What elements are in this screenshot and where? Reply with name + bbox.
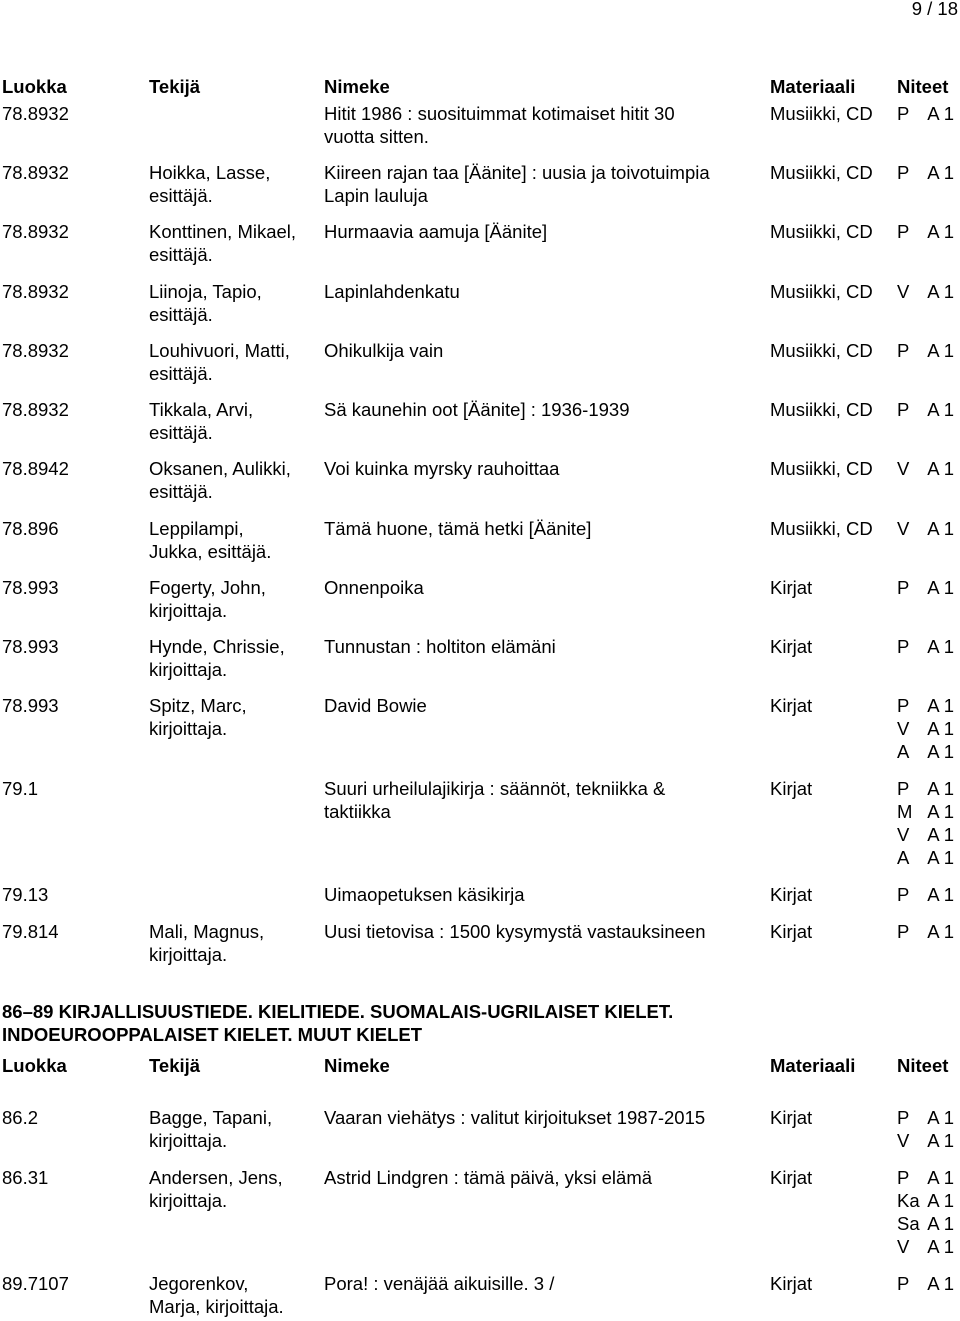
row-luokka: 79.814 xyxy=(2,921,59,942)
row-luokka: 78.8932 xyxy=(2,103,69,124)
row-tekija: esittäjä. xyxy=(149,185,213,206)
niteet-count: A 1 xyxy=(927,1107,954,1128)
row-materiaali: Musiikki, CD xyxy=(770,103,873,124)
page-number: 9 / 18 xyxy=(911,0,958,19)
row-materiaali: Musiikki, CD xyxy=(770,458,873,479)
niteet-count: A 1 xyxy=(927,103,954,124)
row-tekija: esittäjä. xyxy=(149,304,213,325)
row-materiaali: Musiikki, CD xyxy=(770,281,873,302)
row-tekija: Bagge, Tapani, xyxy=(149,1107,273,1128)
niteet-code: P xyxy=(897,636,910,657)
row-nimeke: taktiikka xyxy=(324,801,391,822)
row-materiaali: Kirjat xyxy=(770,1107,813,1128)
row-materiaali: Musiikki, CD xyxy=(770,518,873,539)
row-nimeke: Onnenpoika xyxy=(324,577,424,598)
row-nimeke: David Bowie xyxy=(324,695,427,716)
row-luokka: 78.8932 xyxy=(2,162,69,183)
header-nimeke: Nimeke xyxy=(324,76,390,97)
row-luokka: 78.896 xyxy=(2,518,59,539)
row-luokka: 79.13 xyxy=(2,884,49,905)
row-nimeke: Vaaran viehätys : valitut kirjoitukset 1987-2015 xyxy=(324,1107,706,1128)
row-tekija: Hoikka, Lasse, xyxy=(149,162,271,183)
section-heading: INDOEUROOPPALAISET KIELET. MUUT KIELET xyxy=(2,1024,423,1045)
row-tekija: kirjoittaja. xyxy=(149,1130,228,1151)
row-tekija: Mali, Magnus, xyxy=(149,921,265,942)
niteet-count: A 1 xyxy=(927,577,954,598)
header-luokka: Luokka xyxy=(2,76,67,97)
row-luokka: 78.8932 xyxy=(2,399,69,420)
row-materiaali: Musiikki, CD xyxy=(770,399,873,420)
niteet-count: A 1 xyxy=(927,162,954,183)
niteet-code: A xyxy=(897,741,910,762)
row-tekija: esittäjä. xyxy=(149,244,213,265)
header-materiaali: Materiaali xyxy=(770,1055,856,1076)
row-tekija: Jegorenkov, xyxy=(149,1273,249,1294)
niteet-code: P xyxy=(897,778,910,799)
row-tekija: Liinoja, Tapio, xyxy=(149,281,262,302)
niteet-count: A 1 xyxy=(927,636,954,657)
row-nimeke: Astrid Lindgren : tämä päivä, yksi elämä xyxy=(324,1167,653,1188)
niteet-code: P xyxy=(897,340,910,361)
row-tekija: kirjoittaja. xyxy=(149,944,228,965)
niteet-count: A 1 xyxy=(927,1190,954,1211)
row-nimeke: Lapinlahdenkatu xyxy=(324,281,460,302)
niteet-code: P xyxy=(897,1273,910,1294)
row-tekija: kirjoittaja. xyxy=(149,1190,228,1211)
row-materiaali: Musiikki, CD xyxy=(770,221,873,242)
row-luokka: 78.8932 xyxy=(2,281,69,302)
row-luokka: 78.8932 xyxy=(2,340,69,361)
niteet-code: V xyxy=(897,824,910,845)
header-materiaali: Materiaali xyxy=(770,76,856,97)
niteet-count: A 1 xyxy=(927,518,954,539)
row-nimeke: Lapin lauluja xyxy=(324,185,428,206)
row-materiaali: Kirjat xyxy=(770,577,813,598)
row-nimeke: Hitit 1986 : suosituimmat kotimaiset hitit 30 xyxy=(324,103,675,124)
header-tekija: Tekijä xyxy=(149,76,201,97)
niteet-code: P xyxy=(897,921,910,942)
row-materiaali: Musiikki, CD xyxy=(770,340,873,361)
niteet-code: P xyxy=(897,162,910,183)
niteet-code: V xyxy=(897,718,910,739)
niteet-count: A 1 xyxy=(927,1273,954,1294)
row-luokka: 89.7107 xyxy=(2,1273,69,1294)
niteet-count: A 1 xyxy=(927,340,954,361)
row-nimeke: vuotta sitten. xyxy=(324,126,429,147)
row-nimeke: Hurmaavia aamuja [Äänite] xyxy=(324,221,548,242)
row-tekija: Tikkala, Arvi, xyxy=(149,399,254,420)
row-luokka: 86.2 xyxy=(2,1107,39,1128)
row-tekija: kirjoittaja. xyxy=(149,718,228,739)
row-tekija: esittäjä. xyxy=(149,422,213,443)
niteet-count: A 1 xyxy=(927,1130,954,1151)
niteet-code: P xyxy=(897,1167,910,1188)
row-nimeke: Suuri urheilulajikirja : säännöt, tekniikka & xyxy=(324,778,666,799)
niteet-code: P xyxy=(897,884,910,905)
niteet-count: A 1 xyxy=(927,824,954,845)
niteet-count: A 1 xyxy=(927,695,954,716)
row-tekija: Hynde, Chrissie, xyxy=(149,636,285,657)
row-nimeke: Tämä huone, tämä hetki [Äänite] xyxy=(324,518,592,539)
row-luokka: 79.1 xyxy=(2,778,39,799)
row-nimeke: Tunnustan : holtiton elämäni xyxy=(324,636,556,657)
niteet-code: A xyxy=(897,847,910,868)
row-luokka: 78.8932 xyxy=(2,221,69,242)
niteet-code: P xyxy=(897,577,910,598)
niteet-code: P xyxy=(897,103,910,124)
row-materiaali: Musiikki, CD xyxy=(770,162,873,183)
row-luokka: 78.8942 xyxy=(2,458,69,479)
row-tekija: kirjoittaja. xyxy=(149,600,228,621)
niteet-code: P xyxy=(897,695,910,716)
row-tekija: Andersen, Jens, xyxy=(149,1167,283,1188)
row-materiaali: Kirjat xyxy=(770,778,813,799)
niteet-code: V xyxy=(897,518,910,539)
row-tekija: kirjoittaja. xyxy=(149,659,228,680)
niteet-count: A 1 xyxy=(927,458,954,479)
header-nimeke: Nimeke xyxy=(324,1055,390,1076)
row-nimeke: Kiireen rajan taa [Äänite] : uusia ja toivotuimpia xyxy=(324,162,710,183)
row-tekija: Leppilampi, xyxy=(149,518,244,539)
row-materiaali: Kirjat xyxy=(770,921,813,942)
niteet-count: A 1 xyxy=(927,741,954,762)
row-materiaali: Kirjat xyxy=(770,1273,813,1294)
niteet-count: A 1 xyxy=(927,1167,954,1188)
row-luokka: 86.31 xyxy=(2,1167,49,1188)
row-luokka: 78.993 xyxy=(2,636,59,657)
niteet-code: P xyxy=(897,1107,910,1128)
row-tekija: Marja, kirjoittaja. xyxy=(149,1296,284,1317)
row-materiaali: Kirjat xyxy=(770,1167,813,1188)
row-tekija: esittäjä. xyxy=(149,481,213,502)
niteet-code: P xyxy=(897,221,910,242)
row-nimeke: Uimaopetuksen käsikirja xyxy=(324,884,525,905)
row-materiaali: Kirjat xyxy=(770,884,813,905)
niteet-code: P xyxy=(897,399,910,420)
row-tekija: Oksanen, Aulikki, xyxy=(149,458,291,479)
row-nimeke: Sä kaunehin oot [Äänite] : 1936-1939 xyxy=(324,399,630,420)
niteet-count: A 1 xyxy=(927,884,954,905)
niteet-code: V xyxy=(897,1236,910,1257)
niteet-count: A 1 xyxy=(927,801,954,822)
row-nimeke: Uusi tietovisa : 1500 kysymystä vastauksineen xyxy=(324,921,706,942)
row-materiaali: Kirjat xyxy=(770,636,813,657)
row-nimeke: Voi kuinka myrsky rauhoittaa xyxy=(324,458,560,479)
row-tekija: Louhivuori, Matti, xyxy=(149,340,290,361)
row-luokka: 78.993 xyxy=(2,577,59,598)
header-niteet: Niteet xyxy=(897,76,949,97)
row-tekija: Jukka, esittäjä. xyxy=(149,541,272,562)
row-nimeke: Pora! : venäjää aikuisille. 3 / xyxy=(324,1273,555,1294)
niteet-count: A 1 xyxy=(927,921,954,942)
niteet-code: Sa xyxy=(897,1213,920,1234)
row-luokka: 78.993 xyxy=(2,695,59,716)
row-tekija: Konttinen, Mikael, xyxy=(149,221,297,242)
row-materiaali: Kirjat xyxy=(770,695,813,716)
niteet-code: V xyxy=(897,281,910,302)
niteet-count: A 1 xyxy=(927,778,954,799)
niteet-code: Ka xyxy=(897,1190,920,1211)
header-luokka: Luokka xyxy=(2,1055,67,1076)
niteet-count: A 1 xyxy=(927,221,954,242)
niteet-count: A 1 xyxy=(927,281,954,302)
niteet-code: V xyxy=(897,458,910,479)
niteet-count: A 1 xyxy=(927,847,954,868)
niteet-count: A 1 xyxy=(927,718,954,739)
row-tekija: Fogerty, John, xyxy=(149,577,266,598)
row-tekija: esittäjä. xyxy=(149,363,213,384)
header-niteet: Niteet xyxy=(897,1055,949,1076)
niteet-count: A 1 xyxy=(927,1236,954,1257)
niteet-count: A 1 xyxy=(927,399,954,420)
header-tekija: Tekijä xyxy=(149,1055,201,1076)
niteet-code: M xyxy=(897,801,913,822)
row-nimeke: Ohikulkija vain xyxy=(324,340,444,361)
section-heading: 86–89 KIRJALLISUUSTIEDE. KIELITIEDE. SUOMALAIS-UGRILAISET KIELET. xyxy=(2,1001,674,1022)
niteet-count: A 1 xyxy=(927,1213,954,1234)
niteet-code: V xyxy=(897,1130,910,1151)
row-tekija: Spitz, Marc, xyxy=(149,695,247,716)
